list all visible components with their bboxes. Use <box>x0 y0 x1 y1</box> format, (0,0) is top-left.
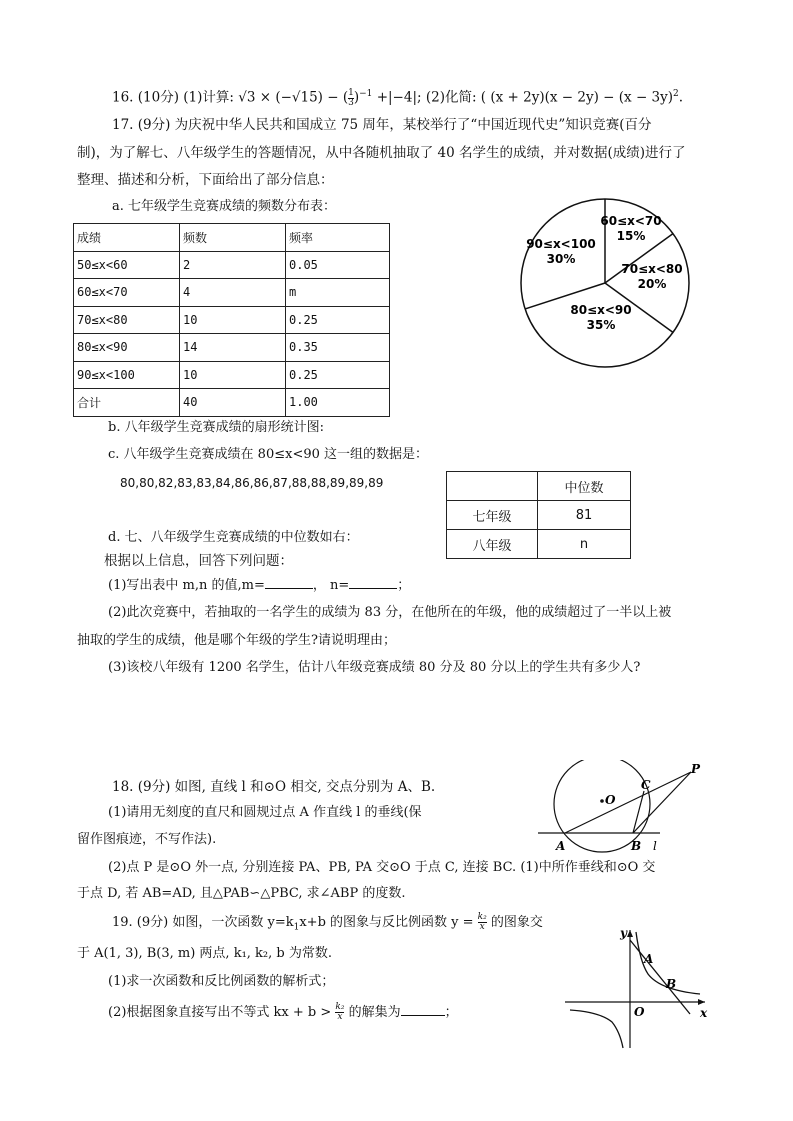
table-cell: 14 <box>180 334 286 362</box>
table-cell: n <box>538 530 631 559</box>
table-cell: 90≤x<100 <box>74 361 180 389</box>
q17-sub1-b: ， n= <box>312 578 350 593</box>
pie-percent-70-80: 20% <box>637 277 667 291</box>
q18-figure <box>536 760 716 860</box>
label-c: C <box>641 778 651 792</box>
q17-prompt: 根据以上信息，回答下列问题： <box>104 553 293 569</box>
answer-blank-n[interactable] <box>349 588 397 589</box>
q19-frac-num: k₂ <box>477 912 487 922</box>
q16-exp: −1 <box>359 89 373 99</box>
pie-label-70-80: 70≤x<80 <box>621 262 683 276</box>
q17-a-title: a. 七年级学生竞赛成绩的频数分布表： <box>112 199 337 214</box>
q19-line1-b: x+b 的图象与反比例函数 y = <box>299 915 478 930</box>
q17-sub3: (3)该校八年级有 1200 名学生，估计八年级竞赛成绩 80 分及 80 分以上的学生共有多少人? <box>108 660 641 675</box>
q17-sub1-c: ； <box>397 578 411 593</box>
q16-exp2: 2 <box>673 89 679 99</box>
table-row <box>74 361 390 389</box>
q19-fraction <box>478 913 487 932</box>
pie-percent-60-70: 15% <box>616 229 646 243</box>
q17-c-title: c. 八年级学生竞赛成绩在 80≤x<90 这一组的数据是： <box>108 447 429 462</box>
q18-line4: (2)点 P 是⊙O 外一点, 分别连接 PA、PB, PA 交⊙O 于点 C, 连接 BC. (1)中所作垂线和⊙O 交 <box>108 860 656 875</box>
q19-line1-c: 的图象交 <box>486 915 543 930</box>
pie-percent-90-100: 30% <box>546 252 576 266</box>
q18-line2: (1)请用无刻度的直尺和圆规过点 A 作直线 l 的垂线(保 <box>108 805 422 820</box>
q19-line4-b: 的解集为 <box>344 1005 401 1020</box>
table-cell: 八年级 <box>447 530 538 559</box>
q19-figure <box>560 922 720 1052</box>
table-row <box>74 279 390 307</box>
table-cell: 七年级 <box>447 501 538 530</box>
q19-line2: 于 A(1, 3), B(3, m) 两点, k₁, k₂, b 为常数. <box>77 946 332 961</box>
q17-sub1-a: (1)写出表中 m,n 的值,m= <box>108 578 265 593</box>
label-l: l <box>653 839 657 853</box>
q17-b-title: b. 八年级学生竞赛成绩的扇形统计图: <box>108 420 324 435</box>
q18-line3: 留作图痕迹，不写作法). <box>77 832 217 847</box>
table-cell: 40 <box>180 389 286 417</box>
table-cell: 0.05 <box>286 251 390 279</box>
label-b: B <box>666 977 677 991</box>
answer-blank-solution[interactable] <box>401 1015 445 1016</box>
table-row <box>74 334 390 362</box>
q19-line4 <box>108 1003 458 1023</box>
q17-sub2-a: (2)此次竞赛中，若抽取的一名学生的成绩为 83 分，在他所在的年级，他的成绩超过了一半以上被 <box>108 605 672 620</box>
x-axis-arrow <box>698 999 705 1005</box>
q19-sub1: 1 <box>293 922 300 933</box>
q19-frac2-den: x <box>337 1012 343 1022</box>
table-row <box>74 389 390 417</box>
pie-label-60-70: 60≤x<70 <box>600 214 662 228</box>
table-row <box>447 501 631 530</box>
label-y: y <box>620 926 627 940</box>
table-header-cell: 频数 <box>180 224 286 252</box>
pie-percent-80-90: 35% <box>586 318 616 332</box>
median-header: 中位数 <box>538 472 631 501</box>
label-a: A <box>556 839 566 853</box>
table-header-cell: 成绩 <box>74 224 180 252</box>
table-header-cell: 频率 <box>286 224 390 252</box>
pie-label-80-90: 80≤x<90 <box>570 303 632 317</box>
table-row <box>447 472 631 501</box>
center-dot <box>600 799 604 803</box>
table-cell: 2 <box>180 251 286 279</box>
frequency-table <box>73 223 390 417</box>
table-cell: 4 <box>180 279 286 307</box>
label-x: x <box>700 1006 708 1020</box>
q16-tail: . <box>678 89 684 106</box>
q18-line1: 18. (9分) 如图, 直线 l 和⊙O 相交, 交点分别为 A、B. <box>112 779 436 795</box>
pie-chart <box>515 193 695 373</box>
table-cell: 0.25 <box>286 361 390 389</box>
q17-line3: 整理、描述和分析，下面给出了部分信息： <box>77 172 334 188</box>
table-cell: 81 <box>538 501 631 530</box>
median-table <box>446 471 631 559</box>
q19-frac-den: x <box>479 922 485 932</box>
label-a: A <box>644 952 654 966</box>
table-cell: m <box>286 279 390 307</box>
segment-pa <box>565 772 691 833</box>
q16-expr-b: ) <box>353 89 360 106</box>
q17-c-data: 80,80,82,83,83,84,86,86,87,88,88,89,89,89 <box>120 476 384 490</box>
label-origin: O <box>634 1005 645 1019</box>
y-axis-arrow <box>627 930 633 937</box>
table-cell: 50≤x<60 <box>74 251 180 279</box>
table-cell: 80≤x<90 <box>74 334 180 362</box>
q17-line1: 17. (9分) 为庆祝中华人民共和国成立 75 周年，某校举行了“中国近现代史”知识竞赛(百分 <box>112 117 652 133</box>
answer-blank-m[interactable] <box>265 588 313 589</box>
table-cell: 70≤x<80 <box>74 306 180 334</box>
table-cell: 合计 <box>74 389 180 417</box>
table-cell: 0.25 <box>286 306 390 334</box>
q16-frac-num: 1 <box>348 87 354 98</box>
q17-sub2-b: 抽取的学生的成绩，他是哪个年级的学生?请说明理由； <box>77 633 396 648</box>
table-header-row <box>74 224 390 252</box>
table-row <box>74 251 390 279</box>
table-row <box>447 530 631 559</box>
q19-line4-a: (2)根据图象直接写出不等式 kx + b > <box>108 1005 336 1020</box>
pie-label-90-100: 90≤x<100 <box>526 237 596 251</box>
table-cell: 10 <box>180 306 286 334</box>
label-o: O <box>605 793 616 807</box>
q17-d-title: d. 七、八年级学生竞赛成绩的中位数如右： <box>108 530 359 545</box>
q16-intro: 16. (10分) (1)计算: <box>112 89 239 106</box>
q19-line1-a: 19. (9分) 如图，一次函数 y=k <box>112 915 294 930</box>
q18-line5: 于点 D, 若 AB=AD, 且△PAB∽△PBC, 求∠ABP 的度数. <box>77 886 406 901</box>
q19-frac2-num: k₂ <box>335 1002 345 1012</box>
table-cell: 1.00 <box>286 389 390 417</box>
table-cell: 10 <box>180 361 286 389</box>
q17-sub1 <box>108 576 410 596</box>
q16-frac-den: 3 <box>348 97 354 108</box>
linear-line <box>630 940 690 1014</box>
q19-line3: (1)求一次函数和反比例函数的解析式； <box>108 974 335 989</box>
table-cell <box>447 472 538 501</box>
q16-expr-a: √3 × (−√15) − ( <box>238 89 349 106</box>
hyperbola-q3 <box>570 1010 623 1048</box>
q19-line4-c: ； <box>444 1005 458 1020</box>
table-row <box>74 306 390 334</box>
label-p: P <box>691 762 701 776</box>
q19-line1 <box>112 913 543 938</box>
q16-expr-c: +|−4|; (2)化简: ( (x + 2y)(x − 2y) − (x − 3y) <box>372 89 674 106</box>
table-cell: 60≤x<70 <box>74 279 180 307</box>
label-b: B <box>631 839 642 853</box>
q16-line <box>112 84 683 108</box>
q17-line2: 制)，为了解七、八年级学生的答题情况，从中各随机抽取了 40 名学生的成绩，并对数据(成绩)进行了 <box>77 145 686 161</box>
table-cell: 0.35 <box>286 334 390 362</box>
